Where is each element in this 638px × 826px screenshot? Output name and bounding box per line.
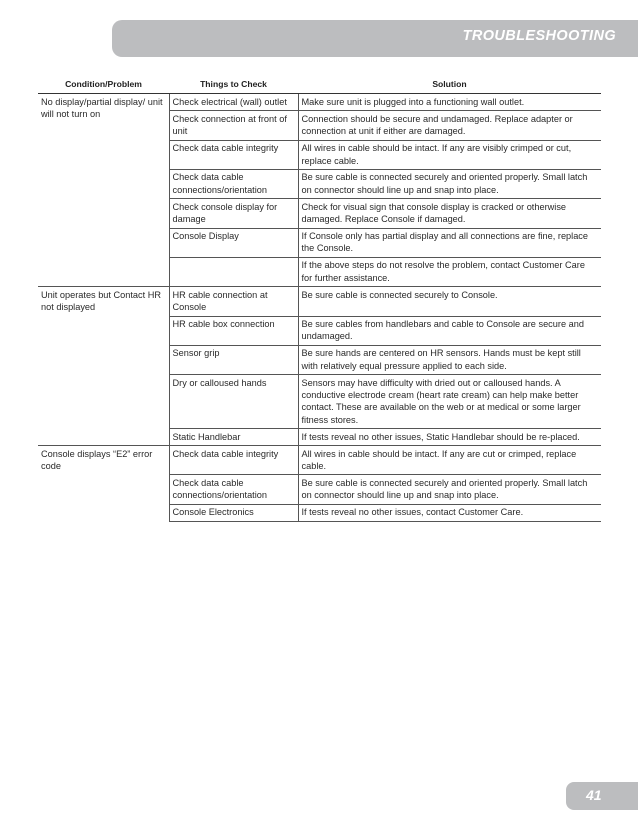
table-row [38,446,601,475]
check-cell: Sensor grip [169,345,298,374]
check-cell [169,257,298,286]
solution-cell: Be sure cables from handlebars and cable to Console are secure and undamaged. [298,316,601,345]
check-cell: Check electrical (wall) outlet [169,94,298,111]
check-cell: Console Electronics [169,504,298,521]
solution-cell: Be sure cable is connected securely and oriented properly. Small latch on connector should line up and snap into place. [298,169,601,198]
check-cell: HR cable box connection [169,316,298,345]
check-cell: Dry or calloused hands [169,375,298,429]
check-cell: Check data cable integrity [169,140,298,169]
header-bar [112,20,638,57]
solution-cell: Be sure hands are centered on HR sensors. Hands must be kept still with relatively equal pressure applied to each side. [298,345,601,374]
solution-cell: If the above steps do not resolve the problem, contact Customer Care for further assistance. [298,257,601,286]
table-body [38,94,601,521]
solution-cell: If Console only has partial display and all connections are fine, replace the Console. [298,228,601,257]
check-cell: Check console display for damage [169,199,298,228]
page-number: 41 [586,787,602,803]
solution-cell: Connection should be secure and undamaged. Replace adapter or connection at unit if either are damaged. [298,111,601,140]
solution-cell: Make sure unit is plugged into a functioning wall outlet. [298,94,601,111]
check-cell: HR cable connection at Console [169,287,298,316]
solution-cell: Sensors may have difficulty with dried out or calloused hands. A conductive electrode cream (heart rate cream) can help make better contact. These are available on the web or at medical or some larger fitness stores. [298,375,601,429]
solution-cell: All wires in cable should be intact. If any are visibly crimped or cut, replace cable. [298,140,601,169]
check-cell: Console Display [169,228,298,257]
table-header-row [38,75,601,94]
column-header-check: Things to Check [169,75,298,94]
solution-cell: Check for visual sign that console display is cracked or otherwise damaged. Replace Console if damaged. [298,199,601,228]
troubleshooting-table [38,75,601,522]
solution-cell: Be sure cable is connected securely and oriented properly. Small latch on connector should line up and snap into place. [298,475,601,504]
condition-cell: Unit operates but Contact HR not displayed [38,287,169,446]
column-header-solution: Solution [298,75,601,94]
table-row [38,94,601,111]
solution-cell: Be sure cable is connected securely to Console. [298,287,601,316]
solution-cell: If tests reveal no other issues, Static Handlebar should be re-placed. [298,429,601,446]
solution-cell: All wires in cable should be intact. If any are cut or crimped, replace cable. [298,446,601,475]
check-cell: Check connection at front of unit [169,111,298,140]
solution-cell: If tests reveal no other issues, contact Customer Care. [298,504,601,521]
check-cell: Static Handlebar [169,429,298,446]
condition-cell: Console displays “E2” error code [38,446,169,522]
condition-cell: No display/partial display/ unit will not turn on [41,96,163,120]
check-cell: Check data cable integrity [169,446,298,475]
table-row [38,287,601,316]
column-header-condition: Condition/Problem [38,75,169,94]
page-title: TROUBLESHOOTING [462,28,616,44]
check-cell: Check data cable connections/orientation [169,169,298,198]
page-number-tab [566,782,638,810]
check-cell: Check data cable connections/orientation [169,475,298,504]
